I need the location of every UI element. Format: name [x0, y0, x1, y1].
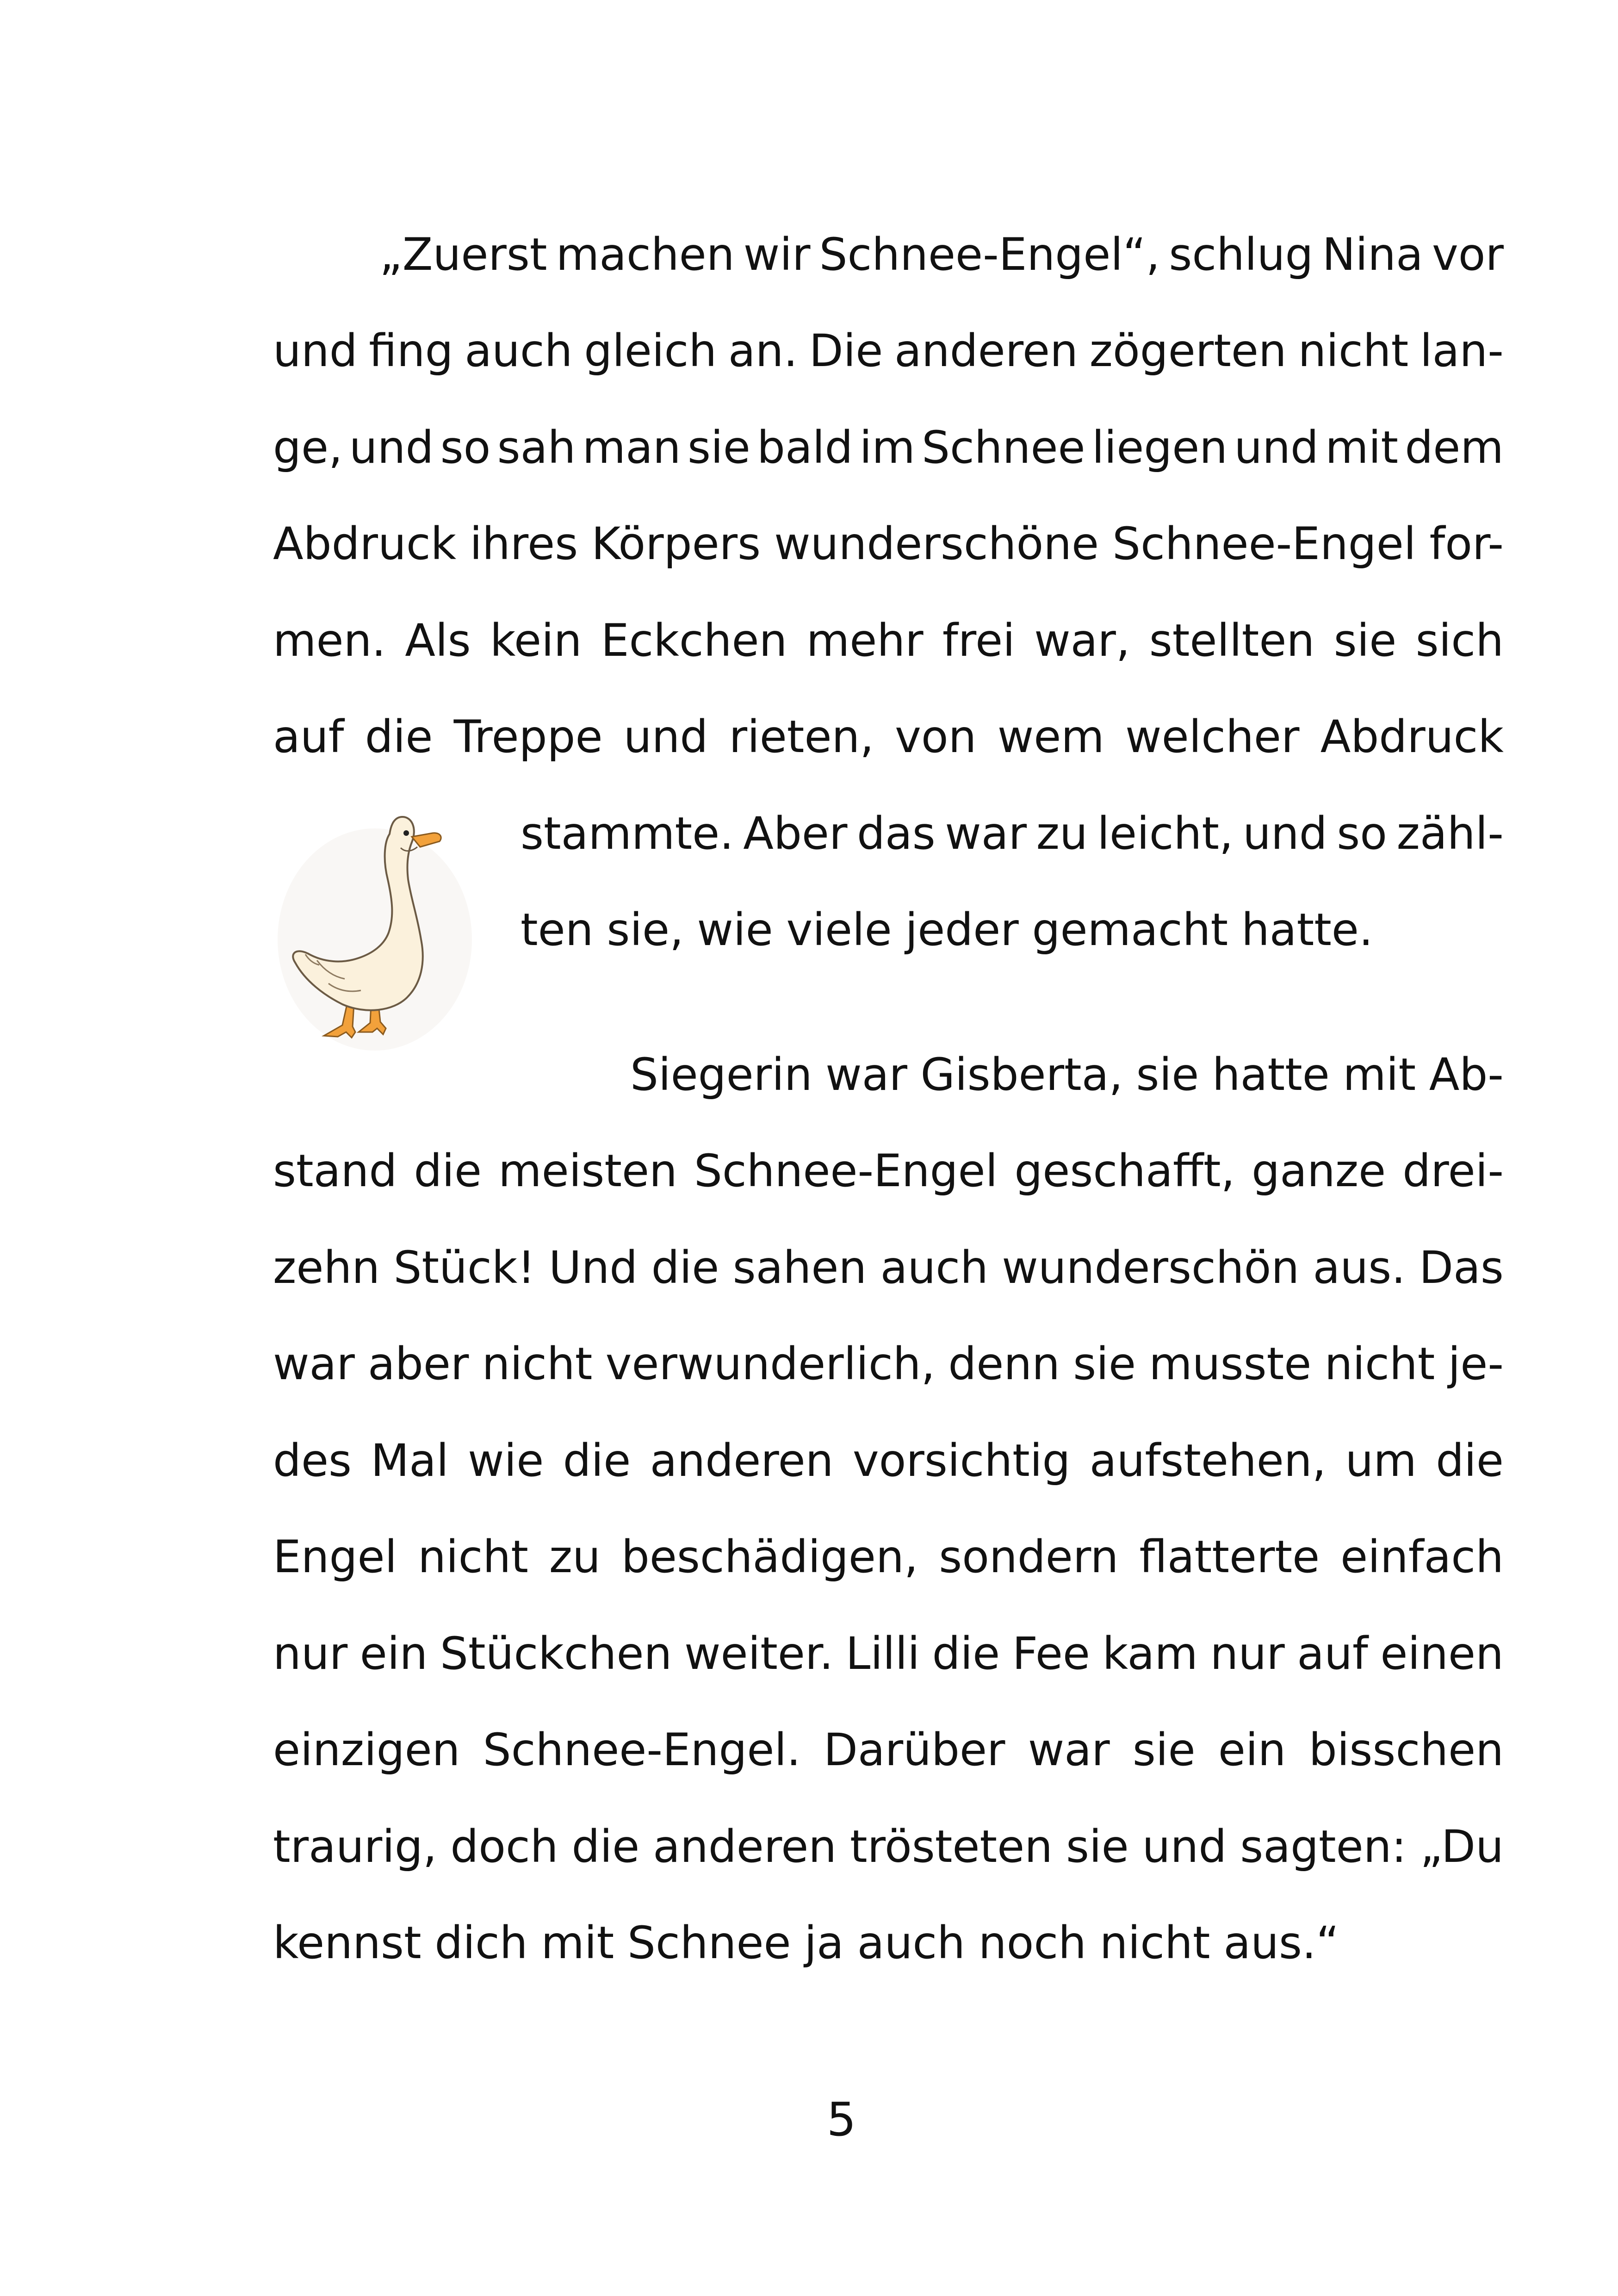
text-word: Nina: [1322, 229, 1423, 280]
text-word: so: [440, 422, 491, 473]
text-word: Schnee-Engel“,: [819, 229, 1160, 280]
text-line: [273, 1915, 1504, 1971]
text-word: kein: [490, 615, 582, 666]
text-word: sondern: [939, 1531, 1119, 1583]
text-word: aufstehen,: [1089, 1435, 1327, 1487]
text-word: wie: [468, 1435, 544, 1487]
text-word: die: [414, 1145, 482, 1197]
text-line: [273, 1529, 1504, 1585]
text-word: viele: [786, 904, 892, 956]
text-word: gleich: [584, 325, 717, 377]
text-word: und: [349, 422, 434, 473]
text-word: war: [273, 1338, 355, 1390]
text-word: so: [1337, 808, 1387, 859]
text-word: einzigen: [273, 1724, 460, 1776]
text-line: [273, 613, 1504, 668]
text-word: nicht: [1324, 1338, 1435, 1390]
text-word: leicht,: [1097, 808, 1234, 859]
text-word: fing: [369, 325, 453, 377]
text-word: „Du: [1420, 1821, 1504, 1873]
text-word: Schnee: [627, 1917, 791, 1969]
text-word: men.: [273, 615, 386, 666]
text-word: sie,: [607, 904, 684, 956]
text-word: die: [563, 1435, 631, 1487]
text-line: [273, 1143, 1504, 1199]
text-word: sahen: [732, 1242, 867, 1294]
text-word: Engel: [273, 1531, 397, 1583]
text-word: nur: [273, 1628, 348, 1680]
text-word: stammte.: [521, 808, 734, 859]
text-word: welcher: [1125, 711, 1300, 763]
text-word: kennst: [273, 1917, 422, 1969]
text-word: die: [365, 711, 433, 763]
text-word: trösteten: [850, 1821, 1053, 1873]
text-word: die: [651, 1242, 719, 1294]
text-word: sagten:: [1240, 1821, 1407, 1873]
text-word: nicht: [1099, 1917, 1210, 1969]
text-word: Als: [405, 615, 471, 666]
text-word: ganze: [1252, 1145, 1386, 1197]
text-word: Schnee-Engel: [694, 1145, 998, 1197]
text-word: nicht: [1298, 325, 1409, 377]
text-word: flatterte: [1139, 1531, 1320, 1583]
text-word: Stück!: [393, 1242, 535, 1294]
text-word: rieten,: [729, 711, 874, 763]
text-word: um: [1345, 1435, 1417, 1487]
text-word: einfach: [1340, 1531, 1504, 1583]
text-word: bisschen: [1308, 1724, 1504, 1776]
text-word: wir: [743, 229, 811, 280]
text-word: wie: [697, 904, 773, 956]
text-word: ein: [1218, 1724, 1286, 1776]
text-word: noch: [978, 1917, 1086, 1969]
text-word: for-: [1429, 518, 1504, 570]
text-word: auf: [1297, 1628, 1368, 1680]
text-word: musste: [1149, 1338, 1312, 1390]
text-line: [273, 1722, 1504, 1778]
text-line: [273, 323, 1504, 379]
text-word: drei-: [1402, 1145, 1504, 1197]
text-line: [273, 516, 1504, 572]
text-word: Das: [1419, 1242, 1504, 1294]
text-word: nur: [1210, 1628, 1285, 1680]
text-word: sie: [1333, 615, 1397, 666]
text-line: [273, 1626, 1504, 1681]
text-word: „Zuerst: [379, 229, 547, 280]
text-word: Schnee-Engel.: [483, 1724, 801, 1776]
text-word: wunderschöne: [774, 518, 1099, 570]
text-word: dem: [1405, 422, 1504, 473]
text-word: auch: [857, 1917, 965, 1969]
text-word: verwunderlich,: [605, 1338, 936, 1390]
text-line: [521, 806, 1504, 861]
text-word: Die: [809, 325, 883, 377]
text-word: und: [1142, 1821, 1227, 1873]
text-word: nicht: [482, 1338, 593, 1390]
text-word: Gisberta,: [920, 1049, 1123, 1101]
text-word: Schnee: [922, 422, 1085, 473]
text-word: Abdruck: [1320, 711, 1504, 763]
text-word: auch: [465, 325, 573, 377]
text-word: Abdruck: [273, 518, 457, 570]
text-word: Eckchen: [601, 615, 787, 666]
text-word: Ab-: [1429, 1049, 1504, 1101]
text-word: weiter.: [684, 1628, 834, 1680]
text-word: je-: [1448, 1338, 1504, 1390]
text-word: stand: [273, 1145, 397, 1197]
text-word: aber: [368, 1338, 469, 1390]
text-word: im: [859, 422, 915, 473]
text-word: aus.: [1313, 1242, 1406, 1294]
text-word: denn: [948, 1338, 1060, 1390]
text-line: [379, 227, 1504, 282]
text-word: Darüber: [823, 1724, 1005, 1776]
text-word: mit: [1343, 1049, 1416, 1101]
text-word: Treppe: [453, 711, 603, 763]
text-word: gemacht: [1032, 904, 1228, 956]
text-word: von: [895, 711, 977, 763]
text-line: [273, 1819, 1504, 1874]
text-word: Körpers: [591, 518, 761, 570]
text-word: einen: [1380, 1628, 1504, 1680]
text-word: ge,: [273, 422, 343, 473]
text-word: vor: [1432, 229, 1504, 280]
text-word: wem: [997, 711, 1104, 763]
text-word: Stückchen: [440, 1628, 672, 1680]
text-word: auch: [880, 1242, 988, 1294]
text-word: machen: [556, 229, 735, 280]
text-word: auf: [273, 711, 344, 763]
text-word: zähl-: [1396, 808, 1504, 859]
text-line: [273, 1336, 1504, 1392]
text-word: Siegerin: [630, 1049, 812, 1101]
text-word: mehr: [806, 615, 924, 666]
text-word: schlug: [1169, 229, 1314, 280]
text-word: wunderschön: [1002, 1242, 1300, 1294]
text-word: anderen: [894, 325, 1078, 377]
text-word: an.: [728, 325, 798, 377]
page-number: 5: [826, 2092, 856, 2147]
text-word: sie: [1132, 1724, 1196, 1776]
text-word: anderen: [650, 1435, 834, 1487]
text-word: jeder: [905, 904, 1019, 956]
text-line: [521, 902, 1504, 958]
text-word: war,: [1034, 615, 1130, 666]
text-word: die: [932, 1628, 1000, 1680]
text-word: und: [623, 711, 708, 763]
text-word: traurig,: [273, 1821, 437, 1873]
text-word: vorsichtig: [852, 1435, 1071, 1487]
text-word: doch: [450, 1821, 558, 1873]
text-word: Fee: [1012, 1628, 1090, 1680]
text-word: Aber: [743, 808, 848, 859]
text-word: war: [1028, 1724, 1110, 1776]
text-word: des: [273, 1435, 352, 1487]
text-word: beschädigen,: [621, 1531, 918, 1583]
text-word: hatte: [1212, 1049, 1330, 1101]
text-word: man: [582, 422, 681, 473]
text-word: ja: [804, 1917, 844, 1969]
text-line: [273, 420, 1504, 475]
text-word: meisten: [498, 1145, 677, 1197]
text-word: bald: [757, 422, 853, 473]
text-word: und: [1234, 422, 1319, 473]
text-word: sie: [1136, 1049, 1199, 1101]
text-word: anderen: [653, 1821, 837, 1873]
text-word: zu: [549, 1531, 601, 1583]
text-word: Schnee-Engel: [1112, 518, 1416, 570]
text-word: hatte.: [1241, 904, 1373, 956]
text-word: Mal: [371, 1435, 449, 1487]
text-word: ihres: [470, 518, 578, 570]
text-word: frei: [942, 615, 1015, 666]
text-word: stellten: [1149, 615, 1315, 666]
text-word: ein: [360, 1628, 428, 1680]
text-word: aus.“: [1223, 1917, 1339, 1969]
text-word: zu: [1036, 808, 1088, 859]
text-word: geschafft,: [1014, 1145, 1235, 1197]
goose-illustration: [273, 801, 490, 1051]
text-word: war: [825, 1049, 907, 1101]
text-word: Lilli: [845, 1628, 920, 1680]
text-word: dich: [434, 1917, 528, 1969]
text-word: nicht: [418, 1531, 528, 1583]
text-word: sie: [1066, 1821, 1129, 1873]
text-word: das: [856, 808, 936, 859]
text-word: zehn: [273, 1242, 380, 1294]
text-word: die: [1436, 1435, 1504, 1487]
text-word: Und: [549, 1242, 638, 1294]
text-line: [630, 1047, 1504, 1102]
text-word: kam: [1102, 1628, 1198, 1680]
text-word: und: [1243, 808, 1327, 859]
text-line: [273, 709, 1504, 765]
text-word: zögerten: [1089, 325, 1287, 377]
text-word: war: [945, 808, 1027, 859]
text-word: mit: [1325, 422, 1399, 473]
text-word: sich: [1415, 615, 1504, 666]
text-word: die: [571, 1821, 640, 1873]
text-word: sie: [1073, 1338, 1136, 1390]
text-word: ten: [521, 904, 594, 956]
text-word: liegen: [1091, 422, 1228, 473]
text-word: sie: [688, 422, 750, 473]
text-line: [273, 1240, 1504, 1295]
text-word: mit: [541, 1917, 614, 1969]
text-word: sah: [497, 422, 576, 473]
text-word: lan-: [1420, 325, 1504, 377]
text-line: [273, 1433, 1504, 1488]
text-word: und: [273, 325, 358, 377]
